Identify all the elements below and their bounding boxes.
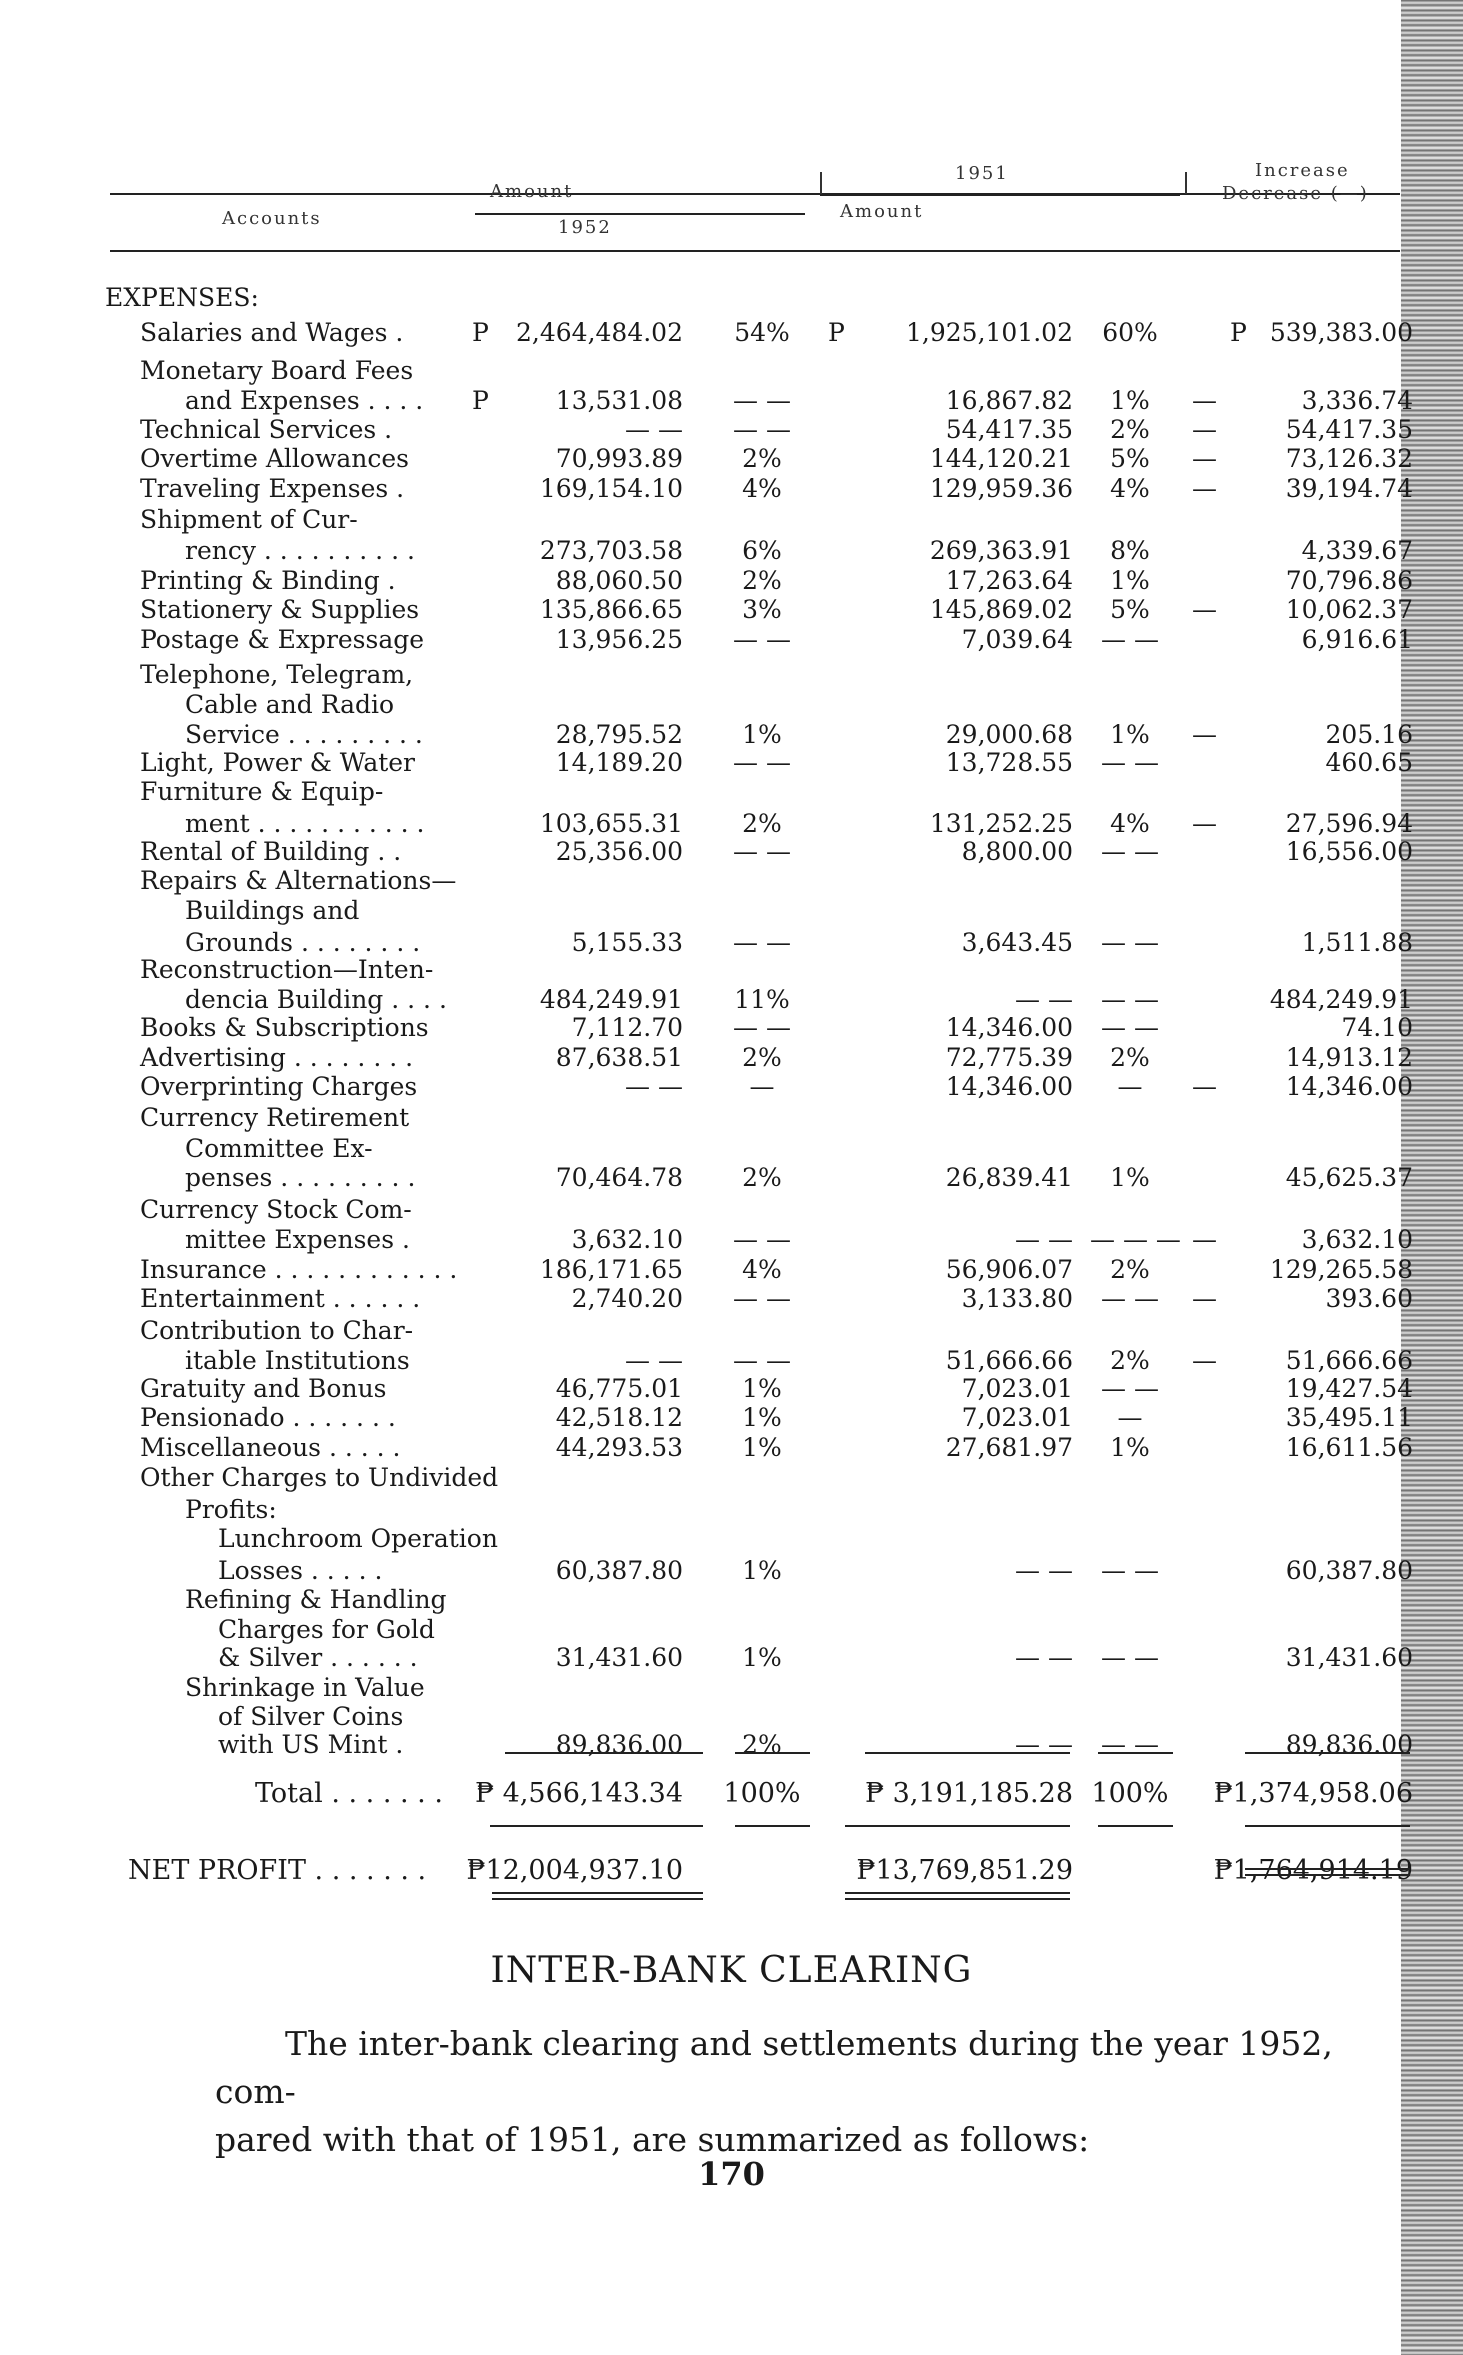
- percent-1952: 1%: [742, 1433, 782, 1462]
- increase-decrease: 14,346.00: [1285, 1072, 1413, 1101]
- percent-1952: — —: [733, 386, 791, 415]
- amount-1951: 7,023.01: [961, 1403, 1073, 1432]
- account-label: ment . . . . . . . . . . .: [185, 809, 425, 838]
- percent-1951: 2%: [1110, 1255, 1150, 1284]
- amount-1951: 7,023.01: [961, 1374, 1073, 1403]
- decrease-sign: —: [1192, 720, 1217, 749]
- percent-1951: 4%: [1110, 809, 1150, 838]
- account-label: itable Institutions: [185, 1346, 410, 1375]
- amount-1951: — —: [1015, 1556, 1073, 1585]
- percent-1952: — —: [733, 1013, 791, 1042]
- account-label: Refining & Handling: [185, 1585, 447, 1614]
- page-number: 170: [698, 2155, 765, 2193]
- percent-1951: 5%: [1110, 595, 1150, 624]
- amount-1951: 3,133.80: [961, 1284, 1073, 1313]
- account-label: Committee Ex-: [185, 1134, 373, 1163]
- percent-1951: — —: [1101, 928, 1159, 957]
- increase-decrease: 460.65: [1325, 748, 1413, 777]
- decrease-sign: —: [1192, 1284, 1217, 1313]
- amount-1952: 70,993.89: [555, 444, 683, 473]
- total-rule: [865, 1752, 1070, 1754]
- amount-1952: 273,703.58: [539, 536, 683, 565]
- net-profit-1952: ₱12,004,937.10: [466, 1855, 683, 1886]
- amount-1952: 169,154.10: [539, 474, 683, 503]
- amount-1952: 42,518.12: [555, 1403, 683, 1432]
- amount-1952: 2,740.20: [571, 1284, 683, 1313]
- percent-1952: 4%: [742, 474, 782, 503]
- total-label: Total . . . . . . .: [255, 1778, 443, 1809]
- total-underline: [1098, 1825, 1173, 1827]
- account-label: Advertising . . . . . . . .: [140, 1043, 414, 1072]
- increase-decrease: 19,427.54: [1285, 1374, 1413, 1403]
- decrease-sign: —: [1192, 386, 1217, 415]
- total-1952: ₱ 4,566,143.34: [475, 1778, 683, 1809]
- account-label: Losses . . . . .: [218, 1556, 383, 1585]
- percent-1951: 1%: [1110, 1433, 1150, 1462]
- decrease-sign: —: [1192, 595, 1217, 624]
- increase-decrease: 3,632.10: [1301, 1225, 1413, 1254]
- increase-decrease: 89,836.00: [1285, 1730, 1413, 1759]
- amount-1952: 28,795.52: [555, 720, 683, 749]
- account-label: Grounds . . . . . . . .: [185, 928, 421, 957]
- account-label: Books & Subscriptions: [140, 1013, 429, 1042]
- total-rule: [505, 1752, 703, 1754]
- percent-1951: — —: [1101, 837, 1159, 866]
- increase-decrease: 3,336.74: [1301, 386, 1413, 415]
- increase-decrease: 10,062.37: [1285, 595, 1413, 624]
- decrease-sign: —: [1192, 1225, 1217, 1254]
- header-divider: [1185, 172, 1187, 194]
- amount-1952: 13,531.08: [555, 386, 683, 415]
- percent-1951: — —: [1101, 985, 1159, 1014]
- amount-1952: — —: [625, 415, 683, 444]
- percent-1952: — —: [733, 748, 791, 777]
- increase-decrease: 4,339.67: [1301, 536, 1413, 565]
- percent-1951: 8%: [1110, 536, 1150, 565]
- account-label: Salaries and Wages .: [140, 318, 404, 347]
- account-label: Contribution to Char-: [140, 1316, 414, 1345]
- section-title: INTER-BANK CLEARING: [490, 1950, 973, 1991]
- percent-1952: 1%: [742, 1643, 782, 1672]
- amount-1952: 135,866.65: [539, 595, 683, 624]
- account-label: Service . . . . . . . . .: [185, 720, 423, 749]
- percent-1951: — —: [1101, 1284, 1159, 1313]
- amount-1951: — —: [1015, 1730, 1073, 1759]
- account-label: Repairs & Alternations—: [140, 866, 457, 895]
- amount-1951: 17,263.64: [945, 566, 1073, 595]
- amount-1952: 103,655.31: [539, 809, 683, 838]
- amount-1952: 60,387.80: [555, 1556, 683, 1585]
- account-label: rency . . . . . . . . . .: [185, 536, 415, 565]
- account-label: Cable and Radio: [185, 690, 395, 719]
- amount-1952: 25,356.00: [555, 837, 683, 866]
- account-label: Other Charges to Undivided: [140, 1463, 499, 1492]
- percent-1951: 2%: [1110, 415, 1150, 444]
- percent-1951: 5%: [1110, 444, 1150, 473]
- total-underline: [845, 1825, 1070, 1827]
- account-label: Shipment of Cur-: [140, 505, 358, 534]
- net-profit-double-rule: [845, 1898, 1070, 1900]
- amount-1951: — —: [1015, 1643, 1073, 1672]
- increase-decrease: 74.10: [1341, 1013, 1413, 1042]
- account-label: Currency Retirement: [140, 1103, 410, 1132]
- account-label: Technical Services .: [140, 415, 393, 444]
- percent-1952: — —: [733, 625, 791, 654]
- amount-1952: 44,293.53: [555, 1433, 683, 1462]
- percent-1952: 1%: [742, 1556, 782, 1585]
- increase-decrease: 484,249.91: [1269, 985, 1413, 1014]
- amount-1952: 13,956.25: [555, 625, 683, 654]
- increase-decrease: 45,625.37: [1285, 1163, 1413, 1192]
- header-year-1952: 1952: [558, 217, 612, 238]
- amount-1952: 2,464,484.02: [516, 318, 683, 347]
- increase-decrease: 73,126.32: [1285, 444, 1413, 473]
- amount-1952: 14,189.20: [555, 748, 683, 777]
- percent-1951: 2%: [1110, 1346, 1150, 1375]
- net-profit-double-rule: [1245, 1868, 1410, 1870]
- header-bottom-rule: [110, 250, 1400, 252]
- account-label: Reconstruction—Inten-: [140, 955, 434, 984]
- header-rule-1952: [475, 213, 805, 215]
- percent-1952: — —: [733, 928, 791, 957]
- total-percent-1952: 100%: [723, 1778, 801, 1809]
- total-difference: ₱1,374,958.06: [1213, 1778, 1413, 1809]
- decrease-sign: —: [1192, 809, 1217, 838]
- percent-1952: 2%: [742, 444, 782, 473]
- header-amount-1951: Amount: [840, 201, 924, 222]
- total-1951: ₱ 3,191,185.28: [865, 1778, 1073, 1809]
- percent-1952: 2%: [742, 809, 782, 838]
- amount-1951: 14,346.00: [945, 1072, 1073, 1101]
- amount-1951: 26,839.41: [945, 1163, 1073, 1192]
- amount-1952: 70,464.78: [555, 1163, 683, 1192]
- percent-1952: 54%: [734, 318, 790, 347]
- paragraph-line-1: The inter-bank clearing and settlements during the year 1952, com-: [215, 2024, 1333, 2111]
- percent-1951: 1%: [1110, 386, 1150, 415]
- increase-decrease: 27,596.94: [1285, 809, 1413, 838]
- amount-1952: 46,775.01: [555, 1374, 683, 1403]
- paragraph-line-2: pared with that of 1951, are summarized as follows:: [215, 2120, 1090, 2159]
- account-label: Shrinkage in Value: [185, 1673, 425, 1702]
- amount-1951: 7,039.64: [961, 625, 1073, 654]
- percent-1951: —: [1117, 1403, 1143, 1432]
- percent-1952: 6%: [742, 536, 782, 565]
- percent-1952: 4%: [742, 1255, 782, 1284]
- amount-1952: 3,632.10: [571, 1225, 683, 1254]
- percent-1951: — — —: [1090, 1225, 1181, 1254]
- percent-1951: — —: [1101, 1556, 1159, 1585]
- percent-1951: — —: [1101, 1013, 1159, 1042]
- increase-decrease: 129,265.58: [1269, 1255, 1413, 1284]
- total-underline: [1245, 1825, 1410, 1827]
- account-label: of Silver Coins: [218, 1702, 404, 1731]
- amount-1951: 8,800.00: [961, 837, 1073, 866]
- increase-decrease: 6,916.61: [1301, 625, 1413, 654]
- net-profit-double-rule: [492, 1898, 703, 1900]
- account-label: Profits:: [185, 1495, 277, 1524]
- account-label: Postage & Expressage: [140, 625, 425, 654]
- account-label: and Expenses . . . .: [185, 386, 424, 415]
- percent-1951: 1%: [1110, 1163, 1150, 1192]
- account-label: Insurance . . . . . . . . . . . .: [140, 1255, 458, 1284]
- account-label: Pensionado . . . . . . .: [140, 1403, 396, 1432]
- percent-1952: — —: [733, 415, 791, 444]
- increase-decrease: 393.60: [1325, 1284, 1413, 1313]
- header-decrease: Decrease (—): [1222, 183, 1369, 204]
- peso-sign: P: [1230, 318, 1247, 347]
- amount-1951: 56,906.07: [945, 1255, 1073, 1284]
- total-rule: [1098, 1752, 1173, 1754]
- account-label: Monetary Board Fees: [140, 356, 414, 385]
- amount-1951: 27,681.97: [945, 1433, 1073, 1462]
- total-rule: [1245, 1752, 1410, 1754]
- amount-1952: 89,836.00: [555, 1730, 683, 1759]
- account-label: Entertainment . . . . . .: [140, 1284, 421, 1313]
- account-label: Telephone, Telegram,: [140, 660, 414, 689]
- percent-1951: — —: [1101, 1643, 1159, 1672]
- amount-1951: 29,000.68: [945, 720, 1073, 749]
- amount-1951: 51,666.66: [945, 1346, 1073, 1375]
- amount-1951: 13,728.55: [945, 748, 1073, 777]
- decrease-sign: —: [1192, 1072, 1217, 1101]
- net-profit-double-rule: [845, 1892, 1070, 1894]
- account-label: Buildings and: [185, 896, 360, 925]
- header-divider: [820, 172, 822, 194]
- header-accounts: Accounts: [222, 208, 322, 229]
- account-label: Overprinting Charges: [140, 1072, 418, 1101]
- percent-1952: —: [749, 1072, 775, 1101]
- percent-1951: — —: [1101, 625, 1159, 654]
- amount-1952: 7,112.70: [571, 1013, 683, 1042]
- expenses-heading: EXPENSES:: [105, 283, 259, 312]
- percent-1951: — —: [1101, 1374, 1159, 1403]
- percent-1951: 4%: [1110, 474, 1150, 503]
- percent-1952: 1%: [742, 1374, 782, 1403]
- amount-1952: 88,060.50: [555, 566, 683, 595]
- account-label: Charges for Gold: [218, 1615, 435, 1644]
- account-label: Rental of Building . .: [140, 837, 402, 866]
- total-underline: [735, 1825, 810, 1827]
- header-rule-1951: [820, 194, 1180, 196]
- peso-sign: P: [472, 318, 489, 347]
- header-year-1951: 1951: [955, 163, 1009, 184]
- net-profit-double-rule: [1245, 1874, 1410, 1876]
- percent-1952: — —: [733, 1284, 791, 1313]
- increase-decrease: 35,495.11: [1285, 1403, 1413, 1432]
- amount-1951: — —: [1015, 1225, 1073, 1254]
- account-label: Miscellaneous . . . . .: [140, 1433, 401, 1462]
- increase-decrease: 70,796.86: [1285, 566, 1413, 595]
- percent-1952: 2%: [742, 1043, 782, 1072]
- amount-1951: 72,775.39: [945, 1043, 1073, 1072]
- percent-1952: 11%: [734, 985, 790, 1014]
- account-label: Overtime Allowances: [140, 444, 409, 473]
- account-label: Furniture & Equip-: [140, 777, 384, 806]
- percent-1952: — —: [733, 1346, 791, 1375]
- decrease-sign: —: [1192, 1346, 1217, 1375]
- account-label: Traveling Expenses .: [140, 474, 405, 503]
- percent-1952: — —: [733, 837, 791, 866]
- amount-1951: 54,417.35: [945, 415, 1073, 444]
- percent-1951: 60%: [1102, 318, 1158, 347]
- account-label: penses . . . . . . . . .: [185, 1163, 416, 1192]
- amount-1951: 129,959.36: [929, 474, 1073, 503]
- amount-1951: 145,869.02: [929, 595, 1073, 624]
- increase-decrease: 205.16: [1325, 720, 1413, 749]
- decrease-sign: —: [1192, 415, 1217, 444]
- amount-1952: 31,431.60: [555, 1643, 683, 1672]
- peso-sign: P: [472, 386, 489, 415]
- percent-1952: 1%: [742, 1403, 782, 1432]
- percent-1951: 1%: [1110, 720, 1150, 749]
- account-label: Currency Stock Com-: [140, 1195, 412, 1224]
- account-label: dencia Building . . . .: [185, 985, 447, 1014]
- net-profit-1951: ₱13,769,851.29: [856, 1855, 1073, 1886]
- decrease-sign: —: [1192, 444, 1217, 473]
- percent-1952: 2%: [742, 1163, 782, 1192]
- amount-1952: 186,171.65: [539, 1255, 683, 1284]
- amount-1952: 87,638.51: [555, 1043, 683, 1072]
- account-label: with US Mint .: [218, 1730, 404, 1759]
- increase-decrease: 16,611.56: [1285, 1433, 1413, 1462]
- percent-1952: 1%: [742, 720, 782, 749]
- increase-decrease: 60,387.80: [1285, 1556, 1413, 1585]
- percent-1951: 1%: [1110, 566, 1150, 595]
- account-label: Light, Power & Water: [140, 748, 416, 777]
- percent-1951: 2%: [1110, 1043, 1150, 1072]
- amount-1952: — —: [625, 1072, 683, 1101]
- amount-1951: — —: [1015, 985, 1073, 1014]
- percent-1952: — —: [733, 1225, 791, 1254]
- net-profit-double-rule: [492, 1892, 703, 1894]
- decrease-sign: —: [1192, 474, 1217, 503]
- amount-1951: 131,252.25: [929, 809, 1073, 838]
- amount-1951: 14,346.00: [945, 1013, 1073, 1042]
- amount-1952: — —: [625, 1346, 683, 1375]
- total-percent-1951: 100%: [1091, 1778, 1169, 1809]
- increase-decrease: 39,194.74: [1285, 474, 1413, 503]
- percent-1951: — —: [1101, 1730, 1159, 1759]
- header-increase: Increase: [1255, 160, 1350, 181]
- increase-decrease: 16,556.00: [1285, 837, 1413, 866]
- amount-1952: 5,155.33: [571, 928, 683, 957]
- amount-1951: 16,867.82: [945, 386, 1073, 415]
- increase-decrease: 1,511.88: [1301, 928, 1413, 957]
- increase-decrease: 51,666.66: [1285, 1346, 1413, 1375]
- account-label: Gratuity and Bonus: [140, 1374, 387, 1403]
- net-profit-difference: ₱1,764,914.19: [1213, 1855, 1413, 1886]
- percent-1951: — —: [1101, 748, 1159, 777]
- percent-1951: —: [1117, 1072, 1143, 1101]
- amount-1951: 1,925,101.02: [906, 318, 1073, 347]
- account-label: Lunchroom Operation: [218, 1524, 498, 1553]
- account-label: & Silver . . . . . .: [218, 1643, 418, 1672]
- increase-decrease: 539,383.00: [1269, 318, 1413, 347]
- net-profit-label: NET PROFIT . . . . . . .: [128, 1855, 427, 1886]
- percent-1952: 3%: [742, 595, 782, 624]
- increase-decrease: 54,417.35: [1285, 415, 1413, 444]
- account-label: mittee Expenses .: [185, 1225, 410, 1254]
- total-underline: [490, 1825, 703, 1827]
- increase-decrease: 14,913.12: [1285, 1043, 1413, 1072]
- amount-1951: 269,363.91: [929, 536, 1073, 565]
- percent-1952: 2%: [742, 566, 782, 595]
- amount-1952: 484,249.91: [539, 985, 683, 1014]
- total-rule: [735, 1752, 810, 1754]
- amount-1951: 144,120.21: [929, 444, 1073, 473]
- header-amount-1952: Amount: [490, 181, 574, 202]
- header-top-rule: [110, 193, 1400, 195]
- peso-sign: P: [828, 318, 845, 347]
- account-label: Printing & Binding .: [140, 566, 396, 595]
- increase-decrease: 31,431.60: [1285, 1643, 1413, 1672]
- percent-1952: 2%: [742, 1730, 782, 1759]
- body-paragraph: [215, 2020, 1415, 2164]
- amount-1951: 3,643.45: [961, 928, 1073, 957]
- account-label: Stationery & Supplies: [140, 595, 420, 624]
